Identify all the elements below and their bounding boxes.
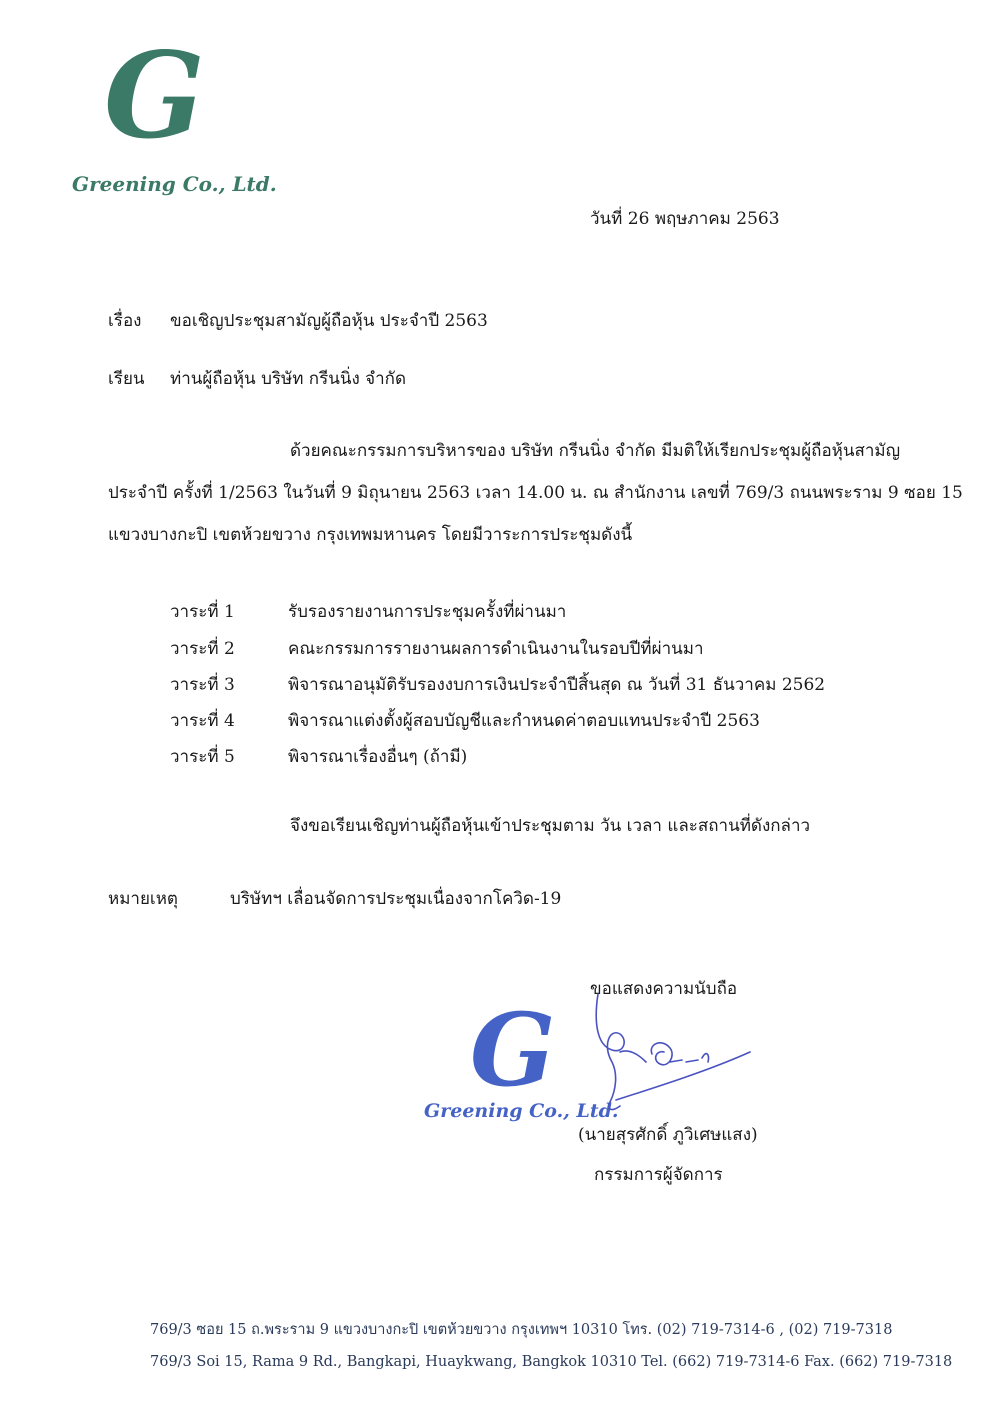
body-line-1: ด้วยคณะกรรมการบริหารของ บริษัท กรีนนิ่ง จำกัด มีมติให้เรียกประชุมผู้ถือหุ้นสามัญ <box>290 441 901 461</box>
stamp-logo: G <box>470 991 556 1109</box>
agenda-item-label: วาระที่ 3 <box>170 675 235 695</box>
subject-text: ขอเชิญประชุมสามัญผู้ถือหุ้น ประจำปี 2563 <box>170 311 488 331</box>
note-label: หมายเหตุ <box>108 889 178 909</box>
closing-text: จึงขอเรียนเชิญท่านผู้ถือหุ้นเข้าประชุมตาม วัน เวลา และสถานที่ดังกล่าว <box>290 816 811 836</box>
regards-text: ขอแสดงความนับถือ <box>590 979 738 999</box>
subject-label: เรื่อง <box>108 311 142 331</box>
body-line-2: ประจำปี ครั้งที่ 1/2563 ในวันที่ 9 มิถุนายน 2563 เวลา 14.00 น. ณ สำนักงาน เลขที่ 769/3 ถนนพระราม 9 ซอย 15 <box>108 483 963 503</box>
footer-address-english: 769/3 Soi 15, Rama 9 Rd., Bangkapi, Huaykwang, Bangkok 10310 Tel. (662) 719-7314-6 Fax. (662) 719-7318 <box>150 1354 953 1370</box>
note-text: บริษัทฯ เลื่อนจัดการประชุมเนื่องจากโควิด-19 <box>230 889 562 909</box>
company-name-logo: Greening Co., Ltd. <box>72 172 277 196</box>
body-line-3: แขวงบางกะปิ เขตห้วยขวาง กรุงเทพมหานคร โดยมีวาระการประชุมดังนี้ <box>108 525 633 545</box>
recipient-text: ท่านผู้ถือหุ้น บริษัท กรีนนิ่ง จำกัด <box>170 369 407 389</box>
signature-image <box>590 990 760 1120</box>
letter-date: วันที่ 26 พฤษภาคม 2563 <box>590 209 780 229</box>
recipient-label: เรียน <box>108 369 145 389</box>
footer-address-thai: 769/3 ซอย 15 ถ.พระราม 9 แขวงบางกะปิ เขตห้วยขวาง กรุงเทพฯ 10310 โทร. (02) 719-7314-6 , (02) 719-7318 <box>150 1322 893 1338</box>
stamp-company-name: Greening Co., Ltd. <box>424 1100 619 1122</box>
agenda-item-text: คณะกรรมการรายงานผลการดำเนินงานในรอบปีที่ผ่านมา <box>288 639 704 659</box>
agenda-item-text: พิจารณาอนุมัติรับรองงบการเงินประจำปีสิ้นสุด ณ วันที่ 31 ธันวาคม 2562 <box>288 675 826 695</box>
signer-title: กรรมการผู้จัดการ <box>594 1165 723 1185</box>
agenda-item-label: วาระที่ 4 <box>170 711 235 731</box>
agenda-item-label: วาระที่ 2 <box>170 639 235 659</box>
agenda-item-text: รับรองรายงานการประชุมครั้งที่ผ่านมา <box>288 602 567 622</box>
signer-name: (นายสุรศักดิ์ ภูวิเศษแสง) <box>578 1125 758 1145</box>
company-logo: G <box>104 26 205 165</box>
agenda-item-label: วาระที่ 5 <box>170 747 235 767</box>
agenda-item-text: พิจารณาแต่งตั้งผู้สอบบัญชีและกำหนดค่าตอบแทนประจำปี 2563 <box>288 711 760 731</box>
agenda-item-label: วาระที่ 1 <box>170 602 235 622</box>
agenda-item-text: พิจารณาเรื่องอื่นๆ (ถ้ามี) <box>288 747 468 767</box>
